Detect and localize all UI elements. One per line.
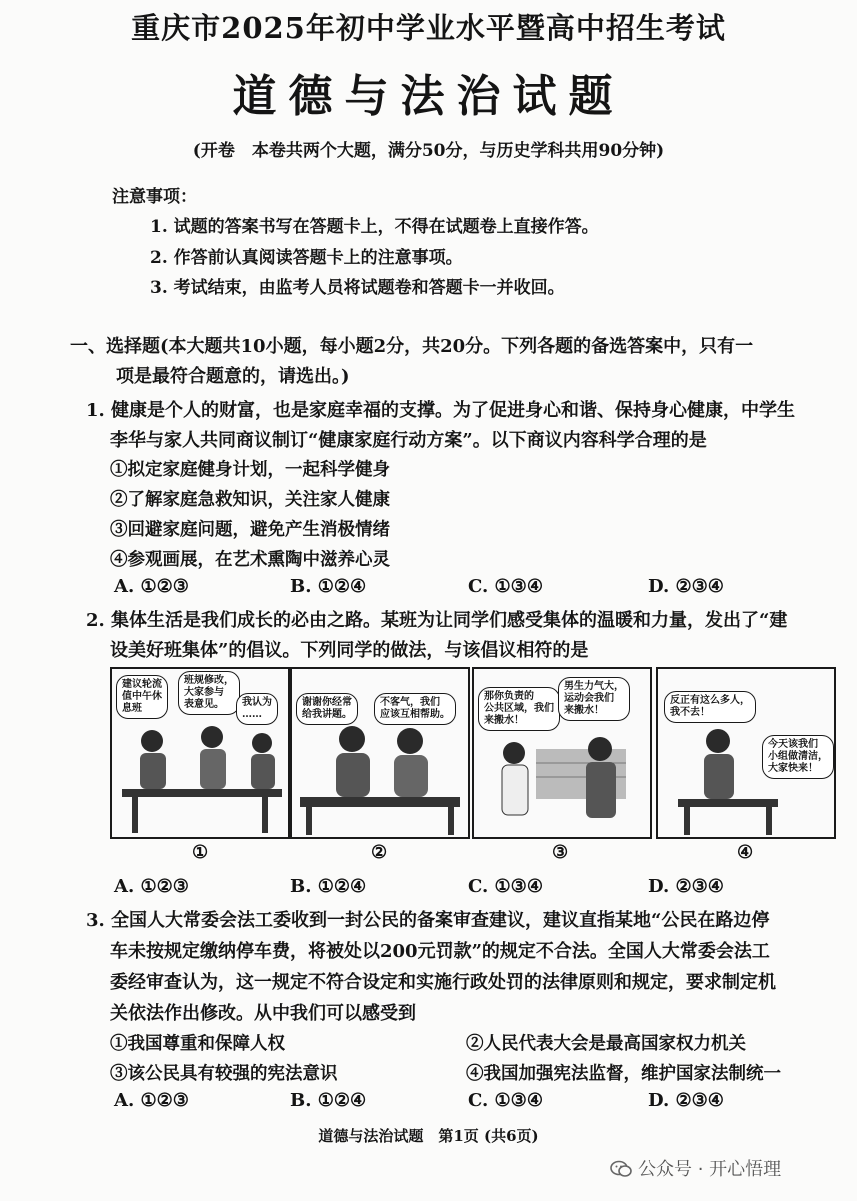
q3-choice-b[interactable]: B. ①②④ xyxy=(290,1090,367,1111)
panel-label: ③ xyxy=(552,842,569,863)
q1-choice-b[interactable]: B. ①②④ xyxy=(290,576,367,597)
q2-choice-c[interactable]: C. ①③④ xyxy=(468,876,543,897)
panel-label: ② xyxy=(371,842,388,863)
speech-bubble: 建议轮流 值中午休 息班 xyxy=(116,675,168,719)
page-footer: 道德与法治试题 第1页 (共6页) xyxy=(318,1127,539,1145)
comic-panel-2 xyxy=(290,667,470,839)
section-heading-line1: 一、选择题(本大题共10小题，每小题2分，共20分。下列各题的备选答案中，只有一 xyxy=(70,336,754,357)
wechat-icon xyxy=(610,1160,632,1178)
q2-choice-a[interactable]: A. ①②③ xyxy=(114,876,189,897)
q1-stem-line1: 1. 健康是个人的财富，也是家庭幸福的支撑。为了促进身心和谐、保持身心健康，中学生 xyxy=(86,400,796,421)
q2-stem-line1: 2. 集体生活是我们成长的必由之路。某班为让同学们感受集体的温暖和力量，发出了“建 xyxy=(86,610,788,631)
q2-choice-b[interactable]: B. ①②④ xyxy=(290,876,367,897)
note-item: 3. 考试结束，由监考人员将试题卷和答题卡一并收回。 xyxy=(150,278,565,298)
speech-bubble: 我认为 …… xyxy=(236,693,278,725)
q3-option: ③该公民具有较强的宪法意识 xyxy=(110,1064,338,1084)
q2-stem-line2: 设美好班集体”的倡议。下列同学的做法，与该倡议相符的是 xyxy=(110,640,589,661)
q1-choice-a[interactable]: A. ①②③ xyxy=(114,576,189,597)
section-heading-line2: 项是最符合题意的，请选出。) xyxy=(116,366,350,387)
q1-option: ②了解家庭急救知识，关注家人健康 xyxy=(110,490,390,510)
watermark-text: 公众号 · 开心悟理 xyxy=(638,1159,782,1180)
watermark xyxy=(610,1155,781,1181)
notes-heading: 注意事项： xyxy=(112,187,197,207)
q1-choice-c[interactable]: C. ①③④ xyxy=(468,576,543,597)
q3-option: ④我国加强宪法监督，维护国家法制统一 xyxy=(466,1064,781,1084)
q3-option: ②人民代表大会是最高国家权力机关 xyxy=(466,1034,746,1054)
speech-bubble: 那你负责的 公共区域，我们 来搬水！ xyxy=(478,687,560,731)
panel-label: ④ xyxy=(737,842,754,863)
q1-option: ①拟定家庭健身计划，一起科学健身 xyxy=(110,460,390,480)
q3-stem-line3: 委经审查认为，这一规定不符合设定和实施行政处罚的法律原则和规定，要求制定机 xyxy=(110,972,776,993)
speech-bubble: 不客气，我们 应该互相帮助。 xyxy=(374,693,456,725)
comic-panel-4 xyxy=(656,667,836,839)
comic-panel-1 xyxy=(110,667,290,839)
note-item: 2. 作答前认真阅读答题卡上的注意事项。 xyxy=(150,248,463,268)
speech-bubble: 男生力气大， 运动会我们 来搬水！ xyxy=(558,677,630,721)
q3-stem-line4: 关依法作出修改。从中我们可以感受到 xyxy=(110,1003,416,1024)
note-item: 1. 试题的答案书写在答题卡上，不得在试题卷上直接作答。 xyxy=(150,217,599,237)
subject-title: 道德与法治试题 xyxy=(232,71,625,122)
exam-title: 重庆市2025年初中学业水平暨高中招生考试 xyxy=(131,11,726,45)
panel-label: ① xyxy=(192,842,209,863)
comic-panel-3 xyxy=(472,667,652,839)
speech-bubble: 班规修改， 大家参与 表意见。 xyxy=(178,671,240,715)
q3-choice-c[interactable]: C. ①③④ xyxy=(468,1090,543,1111)
q3-stem-line1: 3. 全国人大常委会法工委收到一封公民的备案审查建议，建议直指某地“公民在路边停 xyxy=(86,910,770,931)
q2-choice-d[interactable]: D. ②③④ xyxy=(648,876,724,897)
q1-option: ④参观画展，在艺术熏陶中滋养心灵 xyxy=(110,550,390,570)
exam-instructions: (开卷 本卷共两个大题，满分50分，与历史学科共用90分钟) xyxy=(192,141,665,161)
q3-stem-line2: 车未按规定缴纳停车费，将被处以200元罚款”的规定不合法。全国人大常委会法工 xyxy=(110,941,770,962)
q1-choice-d[interactable]: D. ②③④ xyxy=(648,576,724,597)
speech-bubble: 谢谢你经常 给我讲题。 xyxy=(296,693,358,725)
speech-bubble: 反正有这么多人， 我不去！ xyxy=(664,691,756,723)
q3-option: ①我国尊重和保障人权 xyxy=(110,1034,285,1054)
speech-bubble: 今天该我们 小组做清洁， 大家快来！ xyxy=(762,735,834,779)
q3-choice-d[interactable]: D. ②③④ xyxy=(648,1090,724,1111)
q1-option: ③回避家庭问题，避免产生消极情绪 xyxy=(110,520,390,540)
q3-choice-a[interactable]: A. ①②③ xyxy=(114,1090,189,1111)
q1-stem-line2: 李华与家人共同商议制订“健康家庭行动方案”。以下商议内容科学合理的是 xyxy=(110,430,707,451)
